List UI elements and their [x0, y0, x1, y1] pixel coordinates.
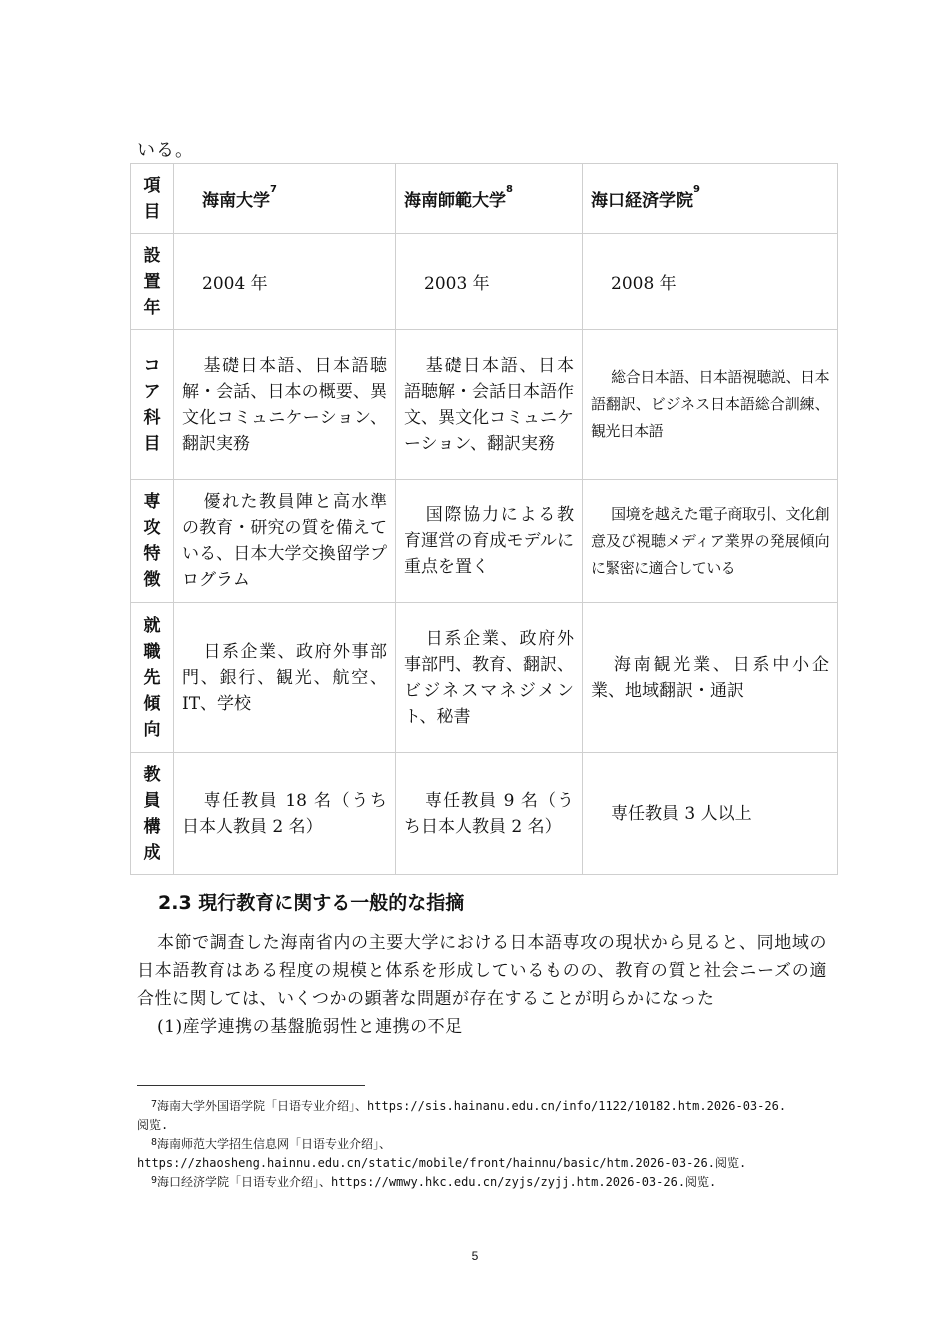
page-number: 5 — [471, 1249, 479, 1263]
table-row — [131, 603, 838, 753]
header-haikou-college-of-economics: 海口経済学院$^9$ — [583, 164, 838, 234]
footnote-7-cont: 阅览. — [137, 1118, 169, 1132]
footnote-8: $^8$海南师范大学招生信息网「日语专业介绍」、 — [151, 1137, 392, 1151]
table-row — [131, 330, 838, 480]
table-cell: 日系企業、政府外事部門、銀行、観光、航空、IT、学校 — [174, 603, 396, 753]
footnote-7: $^7$海南大学外国语学院「日语专业介绍」、https://sis.hainanu.edu.cn/info/1122/10182.htm.2026-03-26. — [151, 1099, 787, 1113]
footnote-9: $^9$海口经济学院「日语专业介绍」、https://wmwy.hkc.edu.cn/zyjs/zyjj.htm.2026-03-26.阅览. — [151, 1175, 717, 1189]
row-label-faculty: 教 員 構 成 — [131, 753, 174, 875]
row-label-established: 設 置 年 — [131, 234, 174, 330]
table-cell: 専任教員 9 名（うち日本人教員 2 名） — [396, 753, 583, 875]
table-row — [131, 480, 838, 603]
lead-text: いる。 — [137, 140, 194, 161]
university-comparison-table — [130, 163, 838, 875]
table-cell: 国際協力による教育運営の育成モデルに重点を置く — [396, 480, 583, 603]
table-cell: 基礎日本語、日本語聴解・会話、日本の概要、異文化コミュニケーション、翻訳実務 — [174, 330, 396, 480]
row-label-employment: 就 職 先 傾 向 — [131, 603, 174, 753]
table-cell: 基礎日本語、日本語聴解・会話日本語作文、異文化コミュニケーション、翻訳実務 — [396, 330, 583, 480]
table-cell: 国境を越えた電子商取引、文化創意及び視聴メディア業界の発展傾向に緊密に適合している — [583, 480, 838, 603]
table-cell: 日系企業、政府外事部門、教育、翻訳、ビジネスマネジメント、秘書 — [396, 603, 583, 753]
table-cell: 2008 年 — [583, 234, 838, 330]
section-heading: 2.3 現行教育に関する一般的な指摘 — [158, 892, 465, 914]
table-row — [131, 753, 838, 875]
table-cell: 海南観光業、日系中小企業、地域翻訳・通訳 — [583, 603, 838, 753]
table-cell: 優れた教員陣と高水準の教育・研究の質を備えている、日本大学交換留学プログラム — [174, 480, 396, 603]
header-hainan-normal-university: 海南師範大学$^8$ — [396, 164, 583, 234]
table-cell: 2004 年 — [174, 234, 396, 330]
body-paragraph: 本節で調査した海南省内の主要大学における日本語専攻の現状から見ると、同地域の日本語教育はある程度の規模と体系を形成しているものの、教育の質と社会ニーズの適合性に関しては、いくつかの顕著な問題が存在することが明らかになった — [137, 933, 827, 1009]
header-hainan-university: 海南大学$^7$ — [174, 164, 396, 234]
table-row — [131, 234, 838, 330]
table-cell: 2003 年 — [396, 234, 583, 330]
table-cell: 総合日本語、日本語視聴説、日本語翻訳、ビジネス日本語総合訓練、観光日本語 — [583, 330, 838, 480]
section-body — [137, 929, 827, 1041]
table-cell: 専任教員 18 名（うち日本人教員 2 名） — [174, 753, 396, 875]
row-label-features: 専 攻 特 徴 — [131, 480, 174, 603]
row-label-core-subjects: コ ア 科 目 — [131, 330, 174, 480]
footnote-divider — [137, 1085, 365, 1086]
subheading: (1)産学連携の基盤脆弱性と連携の不足 — [157, 1017, 463, 1037]
footnotes — [137, 1097, 827, 1192]
footnote-8-cont: https://zhaosheng.hainnu.edu.cn/static/mobile/front/hainnu/basic/htm.2026-03-26.阅览. — [137, 1156, 747, 1170]
table-cell: 専任教員 3 人以上 — [583, 753, 838, 875]
table-header-row — [131, 164, 838, 234]
header-item: 項 目 — [131, 164, 174, 234]
